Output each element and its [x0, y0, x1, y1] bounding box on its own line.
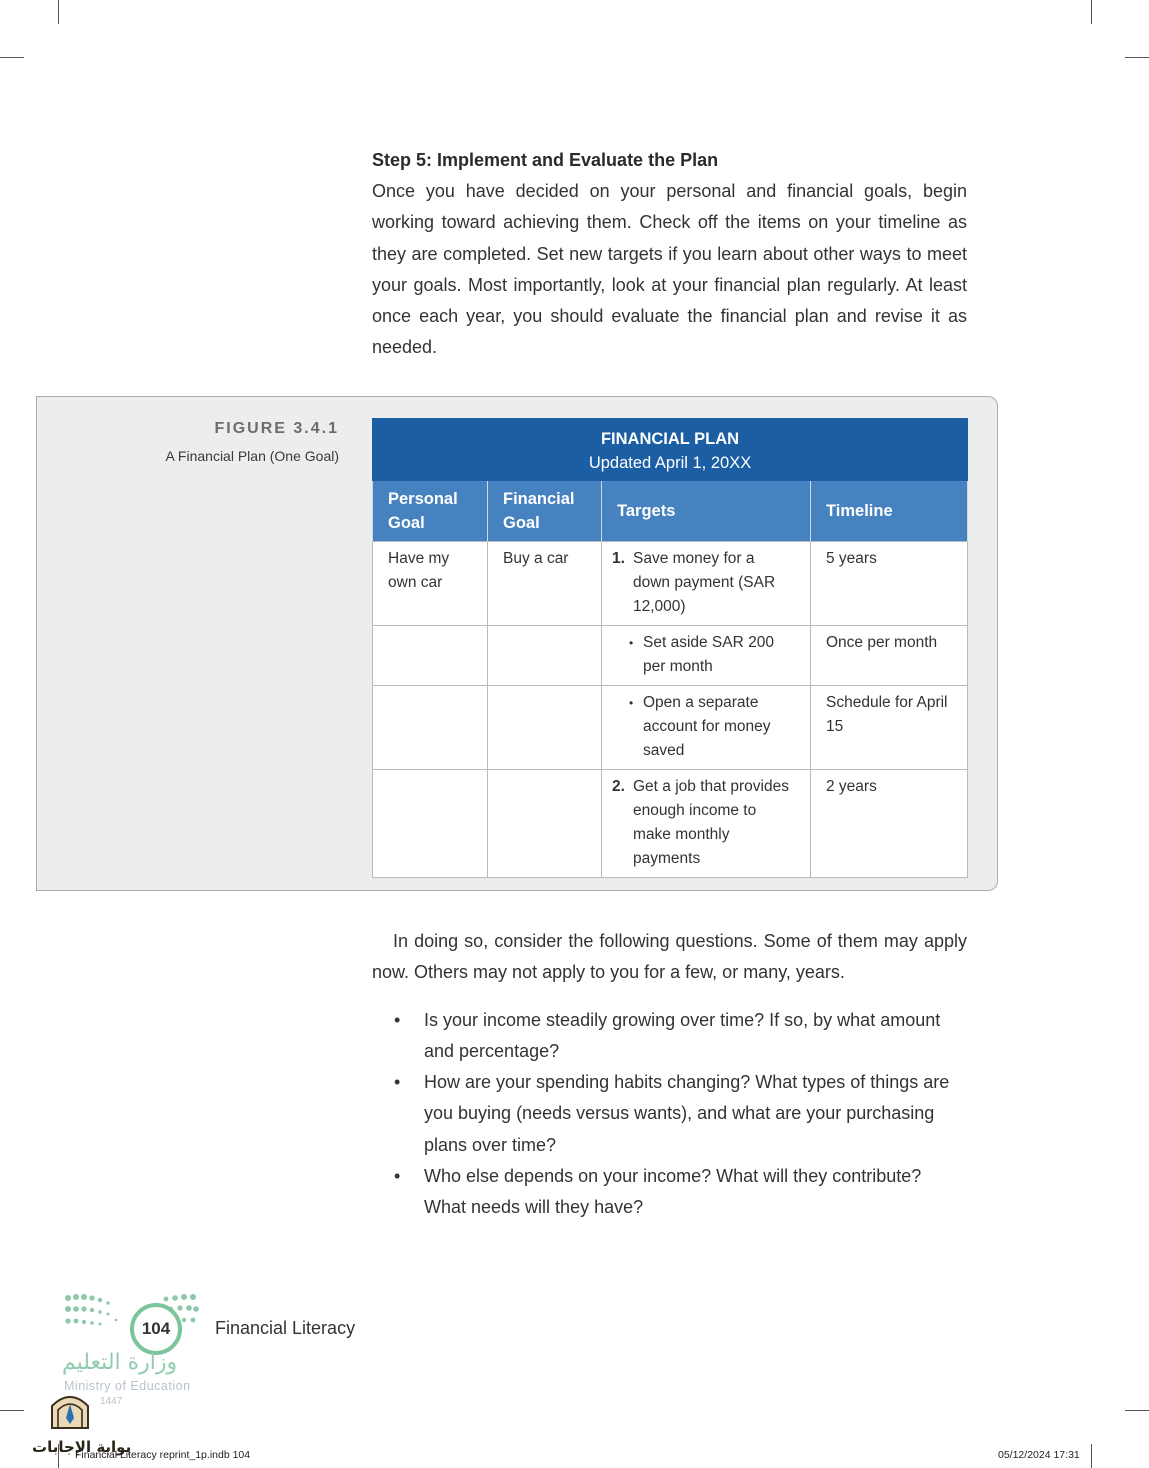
table-title-band — [373, 419, 968, 481]
column-header-financial-goal: Financial Goal — [488, 481, 602, 542]
personal-goal-cell — [373, 770, 488, 878]
target-text: Set aside SAR 200 per month — [643, 634, 774, 675]
print-slug-date: 05/12/2024 17:31 — [998, 1449, 1080, 1461]
ministry-name-arabic: وزارة التعليم — [62, 1350, 178, 1375]
list-item — [372, 1067, 967, 1161]
personal-goal-cell — [373, 686, 488, 770]
table-row — [373, 686, 968, 770]
table-title: FINANCIAL PLAN — [600, 429, 740, 448]
questions-intro: In doing so, consider the following questions. Some of them may apply now. Others may not apply to you for a few, or many, years. — [372, 931, 967, 983]
crop-mark — [1125, 1410, 1149, 1411]
financial-plan-table — [372, 418, 968, 878]
question-text: Is your income steadily growing over time? If so, by what amount and percentage? — [424, 1009, 941, 1061]
figure-number: FIGURE 3.4.1 — [214, 420, 339, 437]
timeline-cell: Once per month — [811, 626, 968, 686]
table-row — [373, 626, 968, 686]
list-item — [372, 1161, 967, 1224]
crop-mark — [1091, 1444, 1092, 1468]
crop-mark — [0, 57, 24, 58]
target-text: Save money for a down payment (SAR 12,000) — [633, 550, 776, 615]
figure-caption: A Financial Plan (One Goal) — [165, 448, 339, 464]
crop-mark — [58, 0, 59, 24]
bullet-icon: • — [394, 1009, 401, 1030]
financial-goal-cell — [488, 626, 602, 686]
timeline-cell: 2 years — [811, 770, 968, 878]
question-text: Who else depends on your income? What will they contribute? What needs will they have? — [424, 1166, 922, 1218]
ministry-name-english: Ministry of Education — [64, 1379, 191, 1393]
personal-goal-cell — [373, 626, 488, 686]
target-cell — [602, 626, 811, 686]
table-row — [373, 542, 968, 626]
financial-goal-cell — [488, 770, 602, 878]
target-marker: • — [629, 636, 634, 650]
figure-label — [120, 420, 339, 465]
watermark-text: بوابة الإجابات — [32, 1438, 132, 1456]
page-number-badge: 104 — [130, 1303, 182, 1355]
target-marker: 1. — [612, 550, 625, 567]
target-marker: • — [629, 696, 634, 710]
crop-mark — [1125, 57, 1149, 58]
table-row — [373, 770, 968, 878]
watermark-building-icon — [48, 1388, 92, 1432]
column-header-timeline: Timeline — [811, 481, 968, 542]
crop-mark — [0, 1410, 24, 1411]
timeline-cell: Schedule for April 15 — [811, 686, 968, 770]
questions-section — [372, 926, 967, 1224]
bullet-icon: • — [394, 1072, 401, 1093]
list-item — [372, 1005, 967, 1068]
table-subtitle: Updated April 1, 20XX — [588, 453, 752, 472]
target-text: Get a job that provides enough income to make monthly payments — [633, 778, 789, 867]
column-header-targets: Targets — [602, 481, 811, 542]
target-cell — [602, 542, 811, 626]
target-marker: 2. — [612, 778, 625, 795]
crop-mark — [1091, 0, 1092, 24]
step-section — [372, 147, 967, 364]
column-header-personal-goal: Personal Goal — [373, 481, 488, 542]
ministry-year: 1447 — [100, 1396, 123, 1407]
print-slug-file: Financial Literacy reprint_1p.indb 104 — [75, 1449, 251, 1461]
step-heading: Step 5: Implement and Evaluate the Plan — [372, 150, 719, 170]
question-text: How are your spending habits changing? What types of things are you buying (needs versus wants), and what are your purchasing plans over time? — [424, 1072, 950, 1155]
timeline-cell: 5 years — [811, 542, 968, 626]
financial-goal-cell: Buy a car — [488, 542, 602, 626]
financial-goal-cell — [488, 686, 602, 770]
step-paragraph: Once you have decided on your personal and financial goals, begin working toward achieving them. Check off the items on your timeline as they are completed. Set new targets if you learn about other ways to meet your goals. Most importantly, look at your financial plan regularly. At least once each year, you should evaluate the financial plan and revise it as needed. — [372, 181, 967, 358]
book-title: Financial Literacy — [215, 1318, 356, 1338]
target-text: Open a separate account for money saved — [643, 694, 771, 759]
bullet-icon: • — [394, 1166, 401, 1187]
target-cell — [602, 686, 811, 770]
personal-goal-cell: Have my own car — [373, 542, 488, 626]
questions-list — [372, 1005, 967, 1224]
target-cell — [602, 770, 811, 878]
